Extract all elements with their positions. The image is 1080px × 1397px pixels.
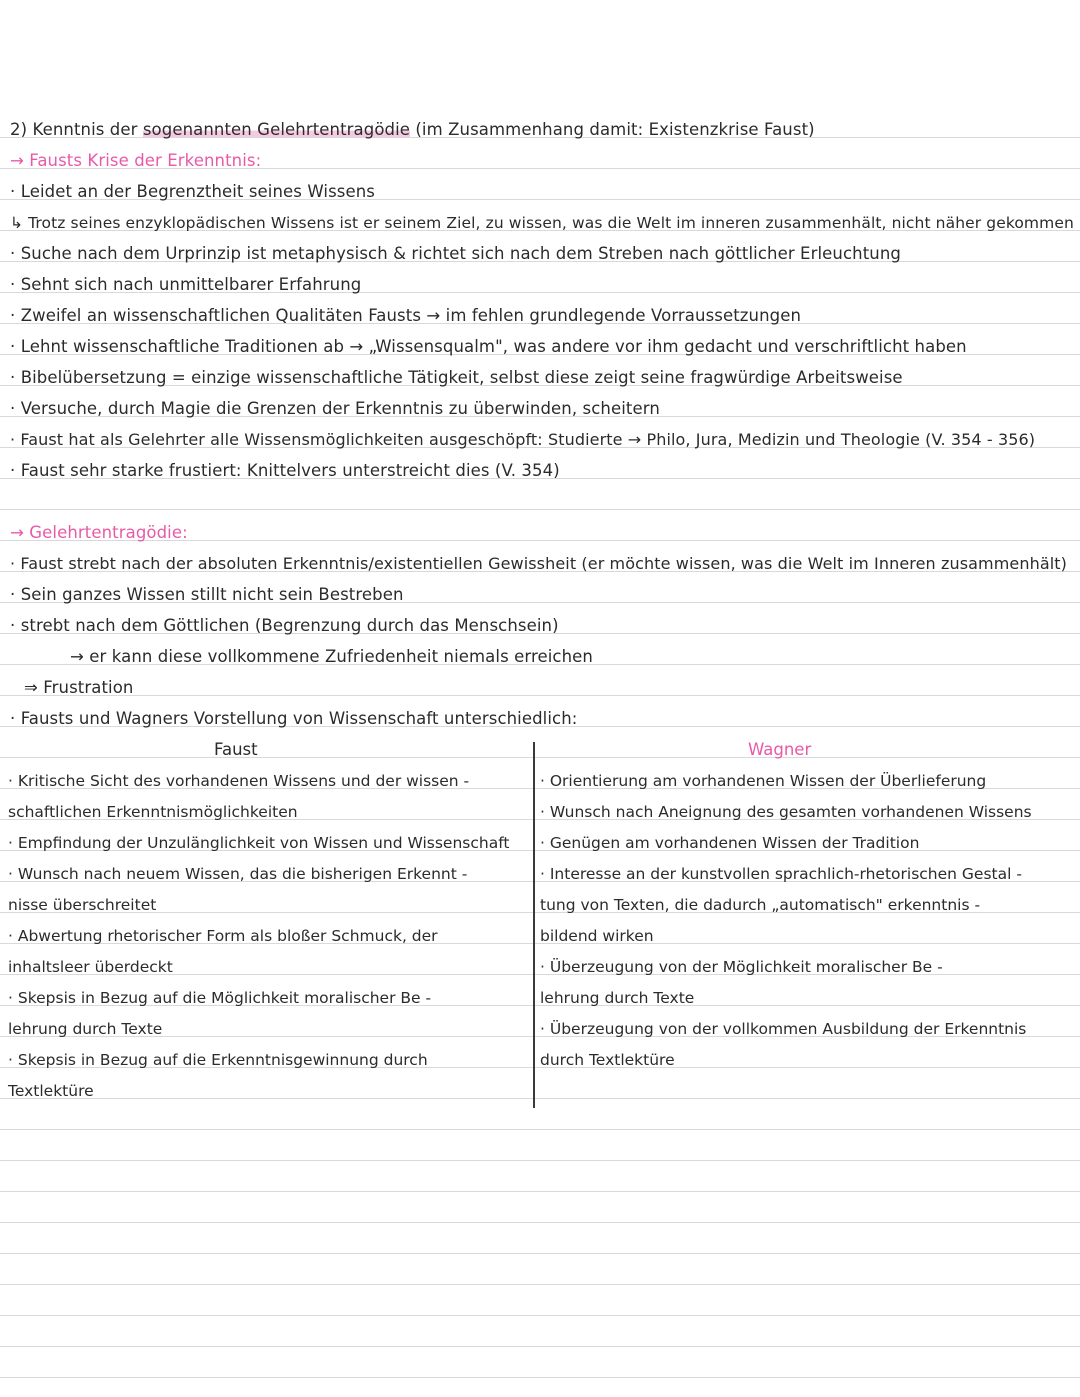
ruled-line	[0, 1098, 1080, 1099]
section1-line: · Lehnt wissenschaftliche Traditionen ab → „Wissensqualm", was andere vor ihm gedacht und verschriftlicht haben	[10, 337, 967, 356]
faust-header: Faust	[214, 740, 258, 759]
comparison-cell: · Orientierung am vorhandenen Wissen der Überlieferung	[540, 772, 987, 790]
ruled-line	[0, 1346, 1080, 1347]
section1-line: · Suche nach dem Urprinzip ist metaphysisch & richtet sich nach dem Streben nach göttlicher Erleuchtung	[10, 244, 901, 263]
section1-line: · Faust sehr starke frustiert: Knittelvers unterstreicht dies (V. 354)	[10, 461, 560, 480]
comparison-cell: · Interesse an der kunstvollen sprachlich-rhetorischen Gestal -	[540, 865, 1022, 883]
comparison-cell: · Abwertung rhetorischer Form als bloßer Schmuck, der	[8, 927, 438, 945]
comparison-cell: schaftlichen Erkenntnismöglichkeiten	[8, 803, 298, 821]
comparison-cell: inhaltsleer überdeckt	[8, 958, 173, 976]
table-divider	[533, 742, 535, 1108]
compare-intro: · Fausts und Wagners Vorstellung von Wissenschaft unterschiedlich:	[10, 709, 578, 728]
comparison-cell: lehrung durch Texte	[8, 1020, 163, 1038]
section2-line: · Faust strebt nach der absoluten Erkenntnis/existentiellen Gewissheit (er möchte wissen, was die Welt im Inneren zusammenhält)	[10, 554, 1068, 573]
comparison-cell: · Überzeugung von der Möglichkeit moralischer Be -	[540, 958, 943, 976]
comparison-cell: · Überzeugung von der vollkommen Ausbildung der Erkenntnis	[540, 1020, 1027, 1038]
comparison-cell: · Wunsch nach Aneignung des gesamten vorhandenen Wissens	[540, 803, 1032, 821]
comparison-cell: · Empfindung der Unzulänglichkeit von Wissen und Wissenschaft	[8, 834, 510, 852]
section2-title: → Gelehrtentragödie:	[10, 523, 188, 542]
comparison-cell: · Kritische Sicht des vorhandenen Wissens und der wissen -	[8, 772, 470, 790]
section2-conclusion: ⇒ Frustration	[24, 678, 134, 697]
comparison-cell: · Skepsis in Bezug auf die Erkenntnisgewinnung durch	[8, 1051, 428, 1069]
comparison-cell: · Wunsch nach neuem Wissen, das die bisherigen Erkennt -	[8, 865, 468, 883]
heading-suffix: (im Zusammenhang damit: Existenzkrise Faust)	[410, 120, 815, 139]
comparison-cell: durch Textlektüre	[540, 1051, 675, 1069]
ruled-line	[0, 1222, 1080, 1223]
section1-line: · Sehnt sich nach unmittelbarer Erfahrung	[10, 275, 362, 294]
ruled-line	[0, 1315, 1080, 1316]
section2-line: · Sein ganzes Wissen stillt nicht sein Bestreben	[10, 585, 404, 604]
ruled-line	[0, 509, 1080, 510]
comparison-cell: Textlektüre	[8, 1082, 94, 1100]
section1-line: · Leidet an der Begrenztheit seines Wissens	[10, 182, 375, 201]
section1-line: ↳ Trotz seines enzyklopädischen Wissens ist er seinem Ziel, zu wissen, was die Welt im inneren zusammenhält, nicht näher gekommen	[10, 214, 1074, 232]
section1-title: → Fausts Krise der Erkenntnis:	[10, 151, 262, 170]
comparison-cell: nisse überschreitet	[8, 896, 157, 914]
ruled-line	[0, 1377, 1080, 1378]
section1-line: · Faust hat als Gelehrter alle Wissensmöglichkeiten ausgeschöpft: Studierte → Philo, Jura, Medizin und Theologie (V. 354 - 356)	[10, 430, 1036, 449]
heading	[10, 120, 1070, 140]
ruled-line	[0, 1160, 1080, 1161]
ruled-line	[0, 1284, 1080, 1285]
ruled-line	[0, 1253, 1080, 1254]
ruled-line	[0, 1129, 1080, 1130]
ruled-line	[0, 757, 1080, 758]
comparison-cell: · Skepsis in Bezug auf die Möglichkeit moralischer Be -	[8, 989, 432, 1007]
comparison-cell: lehrung durch Texte	[540, 989, 695, 1007]
comparison-cell: bildend wirken	[540, 927, 654, 945]
section2-line: · strebt nach dem Göttlichen (Begrenzung durch das Menschsein)	[10, 616, 559, 635]
heading-highlight: sogenannten Gelehrtentragödie	[142, 120, 411, 139]
comparison-cell: tung von Texten, die dadurch „automatisch" erkenntnis -	[540, 896, 981, 914]
section1-line: · Versuche, durch Magie die Grenzen der Erkenntnis zu überwinden, scheitern	[10, 399, 660, 418]
comparison-cell: · Genügen am vorhandenen Wissen der Tradition	[540, 834, 920, 852]
wagner-header: Wagner	[748, 740, 812, 759]
section1-line: · Zweifel an wissenschaftlichen Qualitäten Fausts → im fehlen grundlegende Vorraussetzungen	[10, 306, 802, 325]
ruled-line	[0, 1191, 1080, 1192]
section2-sub: → er kann diese vollkommene Zufriedenheit niemals erreichen	[70, 647, 593, 666]
heading-prefix: 2) Kenntnis der	[10, 120, 143, 139]
section1-line: · Bibelübersetzung = einzige wissenschaftliche Tätigkeit, selbst diese zeigt seine fragwürdige Arbeitsweise	[10, 368, 903, 387]
